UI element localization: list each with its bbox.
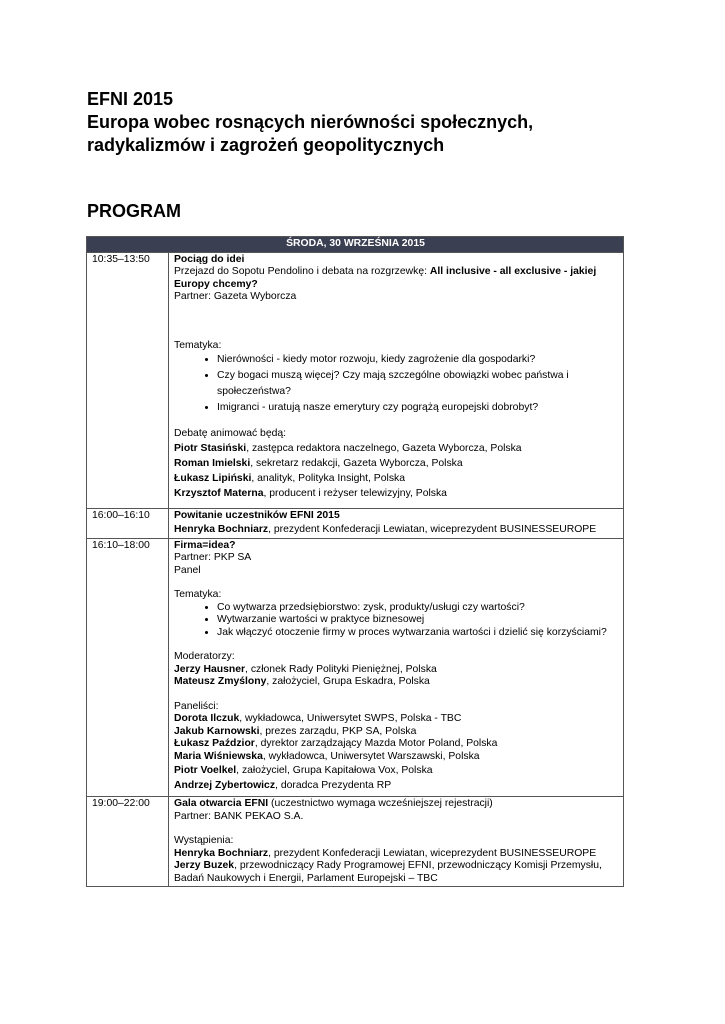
person-name: Henryka Bochniarz: [174, 847, 269, 859]
person-line: [174, 676, 619, 689]
title-line-1: EFNI 2015: [87, 89, 174, 109]
person-role: , członek Rady Polityki Pieniężnej, Polska: [245, 663, 437, 675]
person-line: [174, 848, 619, 861]
table-row: [87, 508, 624, 538]
session-note: (uczestnictwo wymaga wcześniejszej rejestracji): [268, 798, 493, 809]
person-name: Jerzy Hausner: [174, 663, 246, 675]
person-role: , prezydent Konfederacji Lewiatan, wiceprezydent BUSINESSEUROPE: [268, 524, 597, 535]
person-role: , założyciel, Grupa Kapitałowa Vox, Polska: [236, 765, 433, 776]
table-row: [87, 252, 624, 508]
person-name: Jerzy Buzek: [174, 860, 235, 871]
session-time: 19:00–22:00: [87, 797, 169, 887]
day-row: [87, 237, 624, 253]
person-role: , producent i reżyser telewizyjny, Polska: [263, 487, 447, 499]
person-role: , założyciel, Grupa Eskadra, Polska: [266, 676, 430, 687]
person-name: Piotr Voelkel: [174, 765, 237, 776]
session-description: [174, 266, 619, 291]
person-name: Mateusz Zmyślony: [174, 676, 267, 687]
person-name: Henryka Bochniarz: [174, 524, 269, 535]
person-role: , dyrektor zarządzający Mazda Motor Poland, Polska: [254, 738, 498, 749]
topics-list: [174, 352, 619, 416]
topics-list: [174, 602, 619, 640]
speeches-label: Wystąpienia:: [174, 835, 234, 846]
topics-label: Tematyka:: [174, 339, 222, 351]
list-item: • Imigranci - uratują nasze emerytury czy pogrążą europejski dobrobyt?: [217, 400, 619, 416]
panelists-label: Paneliści:: [174, 700, 219, 712]
person-line: [174, 778, 619, 793]
session-details: [169, 797, 624, 887]
person-name: Krzysztof Materna: [174, 487, 264, 499]
session-partner: Partner: PKP SA: [174, 552, 252, 563]
person-name: Łukasz Lipiński: [174, 472, 252, 484]
session-time: 10:35–13:50: [87, 252, 169, 508]
person-name: Piotr Stasiński: [174, 442, 247, 454]
list-item: • Co wytwarza przedsiębiorstwo: zysk, produkty/usługi czy wartości?: [217, 602, 619, 615]
schedule-table: [86, 236, 624, 887]
person-name: Maria Wiśniewska: [174, 750, 263, 762]
table-row: [87, 538, 624, 797]
person-role: , doradca Prezydenta RP: [275, 780, 392, 791]
session-title: Pociąg do idei: [174, 253, 245, 265]
list-item: • Czy bogaci muszą więcej? Czy mają szczególne obowiązki wobec państwa i społeczeństwa?: [217, 368, 619, 400]
person-line: [174, 456, 619, 471]
person-role: , zastępca redaktora naczelnego, Gazeta Wyborcza, Polska: [246, 442, 522, 454]
person-line: [174, 751, 619, 764]
person-line: [174, 524, 619, 537]
table-row: [87, 797, 624, 887]
person-line: [174, 713, 619, 726]
person-line: [174, 471, 619, 486]
people-label: Debatę animować będą:: [174, 428, 287, 439]
person-line: [174, 441, 619, 456]
person-name: Roman Imielski: [174, 457, 251, 469]
session-details: [169, 538, 624, 797]
session-title: Gala otwarcia EFNI: [174, 798, 269, 809]
person-line: [174, 738, 619, 751]
program-heading: PROGRAM: [87, 201, 181, 221]
list-item: • Nierówności - kiedy motor rozwoju, kiedy zagrożenie dla gospodarki?: [217, 352, 619, 368]
list-item: • Wytwarzanie wartości w praktyce biznesowej: [217, 614, 619, 627]
person-line: [174, 486, 619, 501]
person-name: Andrzej Zybertowicz: [174, 780, 276, 791]
title-line-2: Europa wobec rosnących nierówności społecznych,: [87, 112, 534, 132]
title-line-3: radykalizmów i zagrożeń geopolitycznych: [87, 135, 445, 155]
session-details: [169, 252, 624, 508]
person-role: , wykładowca, Uniwersytet Warszawski, Polska: [262, 750, 480, 762]
person-line: [174, 763, 619, 778]
person-role: , przewodniczący Rady Programowej EFNI, przewodniczący Komisji Przemysłu, Badań Naukowych i Energii, Parlament Europejski – TBC: [174, 860, 602, 884]
person-line: [174, 664, 619, 677]
person-role: , sekretarz redakcji, Gazeta Wyborcza, Polska: [250, 457, 463, 469]
description-text: Przejazd do Sopotu Pendolino i debata na rozgrzewkę:: [174, 266, 430, 277]
document-title: [87, 88, 533, 157]
person-line: [174, 726, 619, 739]
topics-label: Tematyka:: [174, 589, 222, 600]
person-role: , wykładowca, Uniwersytet SWPS, Polska - TBC: [239, 713, 462, 724]
session-title: Powitanie uczestników EFNI 2015: [174, 509, 340, 521]
person-name: Jakub Karnowski: [174, 725, 260, 737]
session-title-line: [174, 798, 619, 811]
session-time: 16:00–16:10: [87, 508, 169, 538]
session-partner: Partner: Gazeta Wyborcza: [174, 291, 297, 302]
person-name: Dorota Ilczuk: [174, 713, 240, 724]
debate-title: All inclusive - all exclusive - jakiej Europy chcemy?: [174, 266, 597, 290]
person-role: , prezydent Konfederacji Lewiatan, wiceprezydent BUSINESSEUROPE: [268, 847, 597, 859]
session-partner: Partner: BANK PEKAO S.A.: [174, 810, 304, 822]
person-role: , prezes zarządu, PKP SA, Polska: [259, 725, 417, 737]
person-role: , analityk, Polityka Insight, Polska: [251, 472, 405, 484]
person-line: [174, 860, 619, 885]
session-details: [169, 508, 624, 538]
day-header: ŚRODA, 30 WRZEŚNIA 2015: [87, 237, 624, 253]
session-time: 16:10–18:00: [87, 538, 169, 797]
session-title: Firma=idea?: [174, 539, 236, 551]
session-format: Panel: [174, 564, 201, 576]
list-item: • Jak włączyć otoczenie firmy w proces wytwarzania wartości i dzielić się korzyściami?: [217, 627, 619, 640]
moderators-label: Moderatorzy:: [174, 651, 235, 662]
person-name: Łukasz Paździor: [174, 738, 255, 749]
